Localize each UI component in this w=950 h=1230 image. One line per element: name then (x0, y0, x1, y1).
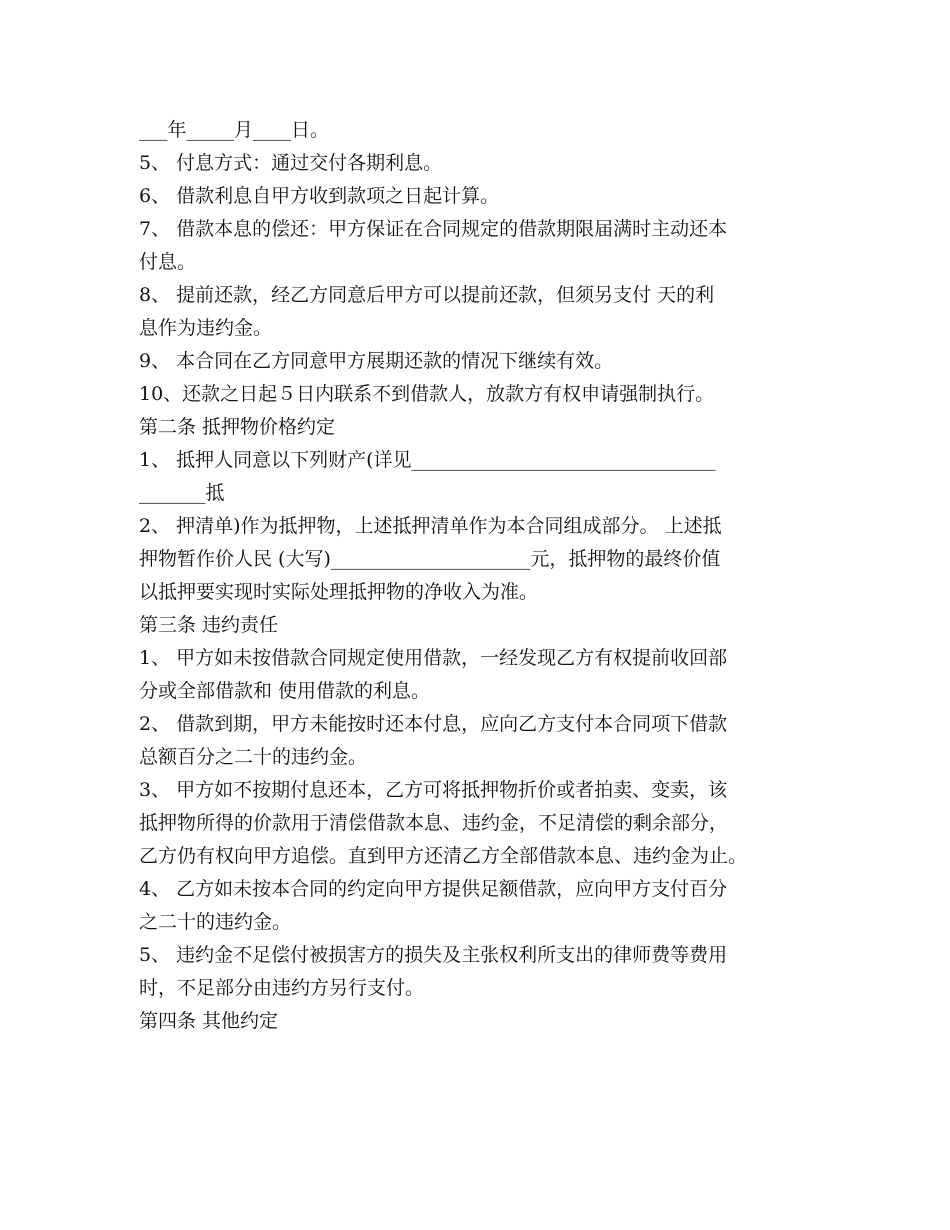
article-3-clause-1-line-2: 分或全部借款和 使用借款的利息。 (139, 680, 431, 702)
clause-8-early-repayment-line-2: 息作为违约金。 (139, 317, 273, 339)
clause-10-enforcement: 10、还款之日起５日内联系不到借款人，放款方有权申请强制执行。 (139, 383, 715, 405)
clause-8-early-repayment-line-1: 8、 提前还款，经乙方同意后甲方可以提前还款，但须另支付 天的利 (139, 284, 715, 306)
section-heading-article-4: 第四条 其他约定 (139, 1010, 279, 1032)
article-3-clause-5-line-2: 时，不足部分由违约方另行支付。 (139, 977, 425, 999)
section-heading-article-3: 第三条 违约责任 (139, 614, 279, 636)
section-heading-article-2: 第二条 抵押物价格约定 (139, 416, 336, 438)
article-2-clause-2-line-3: 以抵押要实现时实际处理抵押物的净收入为准。 (139, 581, 539, 603)
article-3-clause-5-line-1: 5、 违约金不足偿付被损害方的损失及主张权利所支出的律师费等费用 (139, 944, 728, 966)
article-3-clause-1-line-1: 1、 甲方如未按借款合同规定使用借款，一经发现乙方有权提前收回部 (139, 647, 728, 669)
article-3-clause-3-line-1: 3、 甲方如不按期付息还本，乙方可将抵押物折价或者拍卖、变卖，该 (139, 779, 728, 801)
article-2-clause-1-line-1: 1、 抵押人同意以下列财产(详见________________________________ (139, 449, 716, 471)
article-3-clause-2-line-1: 2、 借款到期，甲方未能按时还本付息，应向乙方支付本合同项下借款 (139, 713, 728, 735)
document-body (139, 114, 829, 1038)
article-3-clause-3-line-2: 抵押物所得的价款用于清偿借款本息、违约金，不足清偿的剩余部分， (139, 812, 729, 834)
article-3-clause-2-line-2: 总额百分之二十的违约金。 (139, 746, 368, 768)
article-3-clause-4-line-1: 4、 乙方如未按本合同的约定向甲方提供足额借款，应向甲方支付百分 (139, 878, 728, 900)
article-3-clause-3-line-3: 乙方仍有权向甲方追偿。直到甲方还清乙方全部借款本息、违约金为止。 (139, 845, 748, 867)
article-2-clause-2-line-2: 押物暂作价人民 (大写)_____________________元，抵押物的最终价值 (139, 548, 721, 570)
article-2-clause-2-line-1: 2、 押清单)作为抵押物，上述抵押清单作为本合同组成部分。 上述抵 (139, 515, 722, 537)
article-3-clause-4-line-2: 之二十的违约金。 (139, 911, 292, 933)
clause-6-interest-start: 6、 借款利息自甲方收到款项之日起计算。 (139, 185, 500, 207)
date-line: ___年_____月____日。 (139, 119, 330, 141)
clause-5-interest-method: 5、 付息方式：通过交付各期利息。 (139, 152, 443, 174)
clause-9-extension: 9、 本合同在乙方同意甲方展期还款的情况下继续有效。 (139, 350, 614, 372)
article-2-clause-1-line-2: _______抵 (139, 482, 225, 504)
clause-7-repayment-line-2: 付息。 (139, 251, 197, 273)
clause-7-repayment-line-1: 7、 借款本息的偿还：甲方保证在合同规定的借款期限届满时主动还本 (139, 218, 728, 240)
